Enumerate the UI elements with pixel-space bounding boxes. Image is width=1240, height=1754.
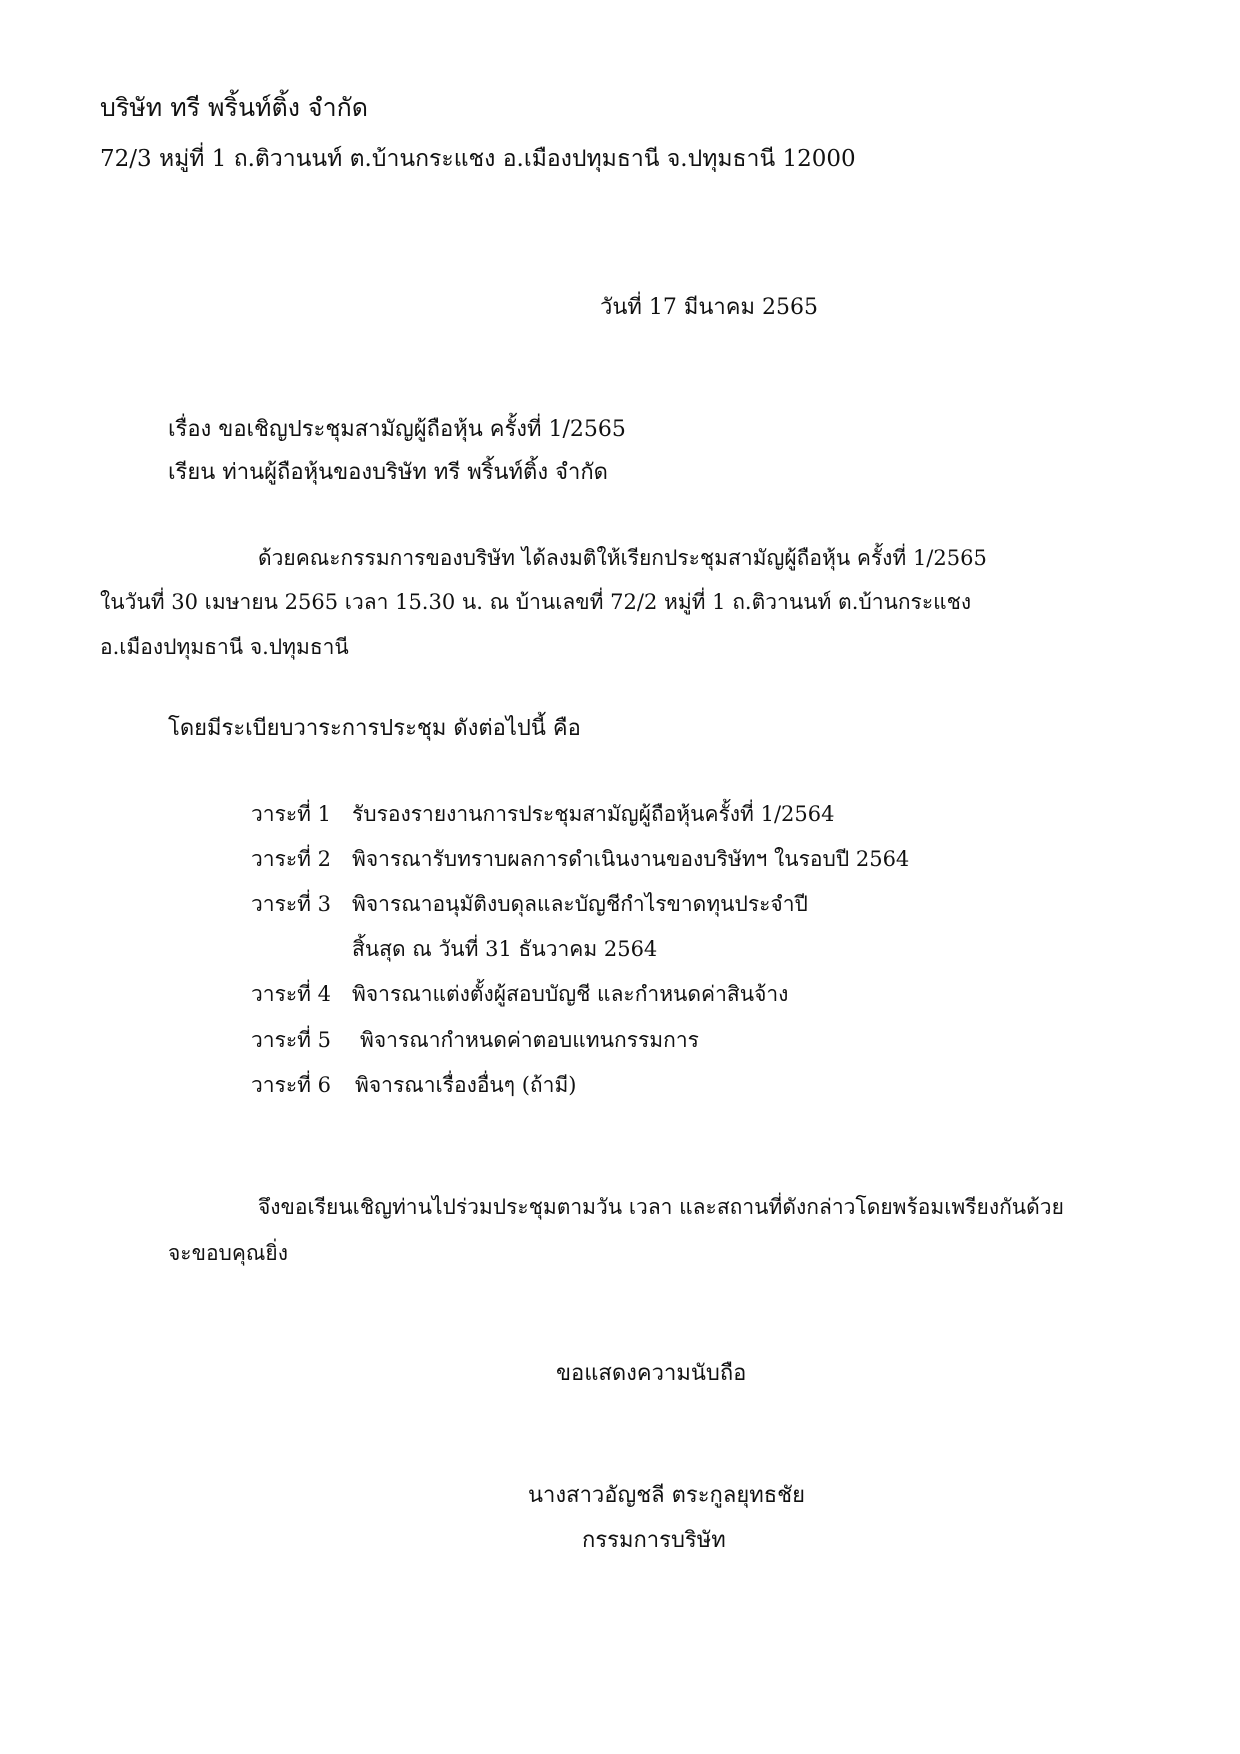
agenda-item (0, 888, 1240, 963)
agenda-item-text: รับรองรายงานการประชุมสามัญผู้ถือหุ้นครั้งที่ 1/2564 (352, 802, 835, 826)
agenda-item-text: พิจารณาอนุมัติงบดุลและบัญชีกำไรขาดทุนประจำปี (352, 892, 808, 916)
company-address: 72/3 หมู่ที่ 1 ถ.ติวานนท์ ต.บ้านกระแชง อ.เมืองปทุมธานี จ.ปทุมธานี 12000 (100, 146, 856, 172)
agenda-item-text-continued: สิ้นสุด ณ วันที่ 31 ธันวาคม 2564 (352, 937, 658, 961)
agenda-item-number: วาระที่ 2 (251, 847, 332, 871)
closing-line-2: จะขอบคุณยิ่ง (168, 1241, 288, 1265)
letter-date: วันที่ 17 มีนาคม 2565 (600, 295, 818, 320)
agenda-item-text: พิจารณาเรื่องอื่นๆ (ถ้ามี) (355, 1073, 577, 1097)
company-name: บริษัท ทรี พริ้นท์ติ้ง จำกัด (100, 93, 368, 122)
agenda-item-number: วาระที่ 1 (251, 802, 332, 826)
agenda-item-text: พิจารณาแต่งตั้งผู้สอบบัญชี และกำหนดค่าสินจ้าง (352, 982, 789, 1006)
body-line-1: ด้วยคณะกรรมการของบริษัท ได้ลงมติให้เรียกประชุมสามัญผู้ถือหุ้น ครั้งที่ 1/2565 (258, 546, 987, 570)
agenda-item-number: วาระที่ 4 (251, 982, 332, 1006)
closing-line-1: จึงขอเรียนเชิญท่านไปร่วมประชุมตามวัน เวลา และสถานที่ดังกล่าวโดยพร้อมเพรียงกันด้วย (258, 1195, 1064, 1219)
regards: ขอแสดงความนับถือ (556, 1361, 747, 1386)
agenda-item (0, 843, 1240, 873)
body-line-2: ในวันที่ 30 เมษายน 2565 เวลา 15.30 น. ณ บ้านเลขที่ 72/2 หมู่ที่ 1 ถ.ติวานนท์ ต.บ้านกระแชง (100, 590, 972, 614)
agenda-item-number: วาระที่ 6 (251, 1073, 332, 1097)
signatory-name: นางสาวอัญชลี ตระกูลยุทธชัย (528, 1483, 805, 1508)
agenda-item (0, 1069, 1240, 1099)
agenda-item-number: วาระที่ 5 (251, 1028, 332, 1052)
agenda-intro: โดยมีระเบียบวาระการประชุม ดังต่อไปนี้ คือ (168, 716, 581, 741)
body-line-3: อ.เมืองปทุมธานี จ.ปทุมธานี (100, 635, 349, 659)
agenda-item-text: พิจารณากำหนดค่าตอบแทนกรรมการ (360, 1028, 699, 1052)
agenda-item-text: พิจารณารับทราบผลการดำเนินงานของบริษัทฯ ในรอบปี 2564 (352, 847, 910, 871)
signatory-title: กรรมการบริษัท (582, 1528, 726, 1553)
letter-recipient: เรียน ท่านผู้ถือหุ้นของบริษัท ทรี พริ้นท์ติ้ง จำกัด (168, 460, 608, 485)
letter-subject: เรื่อง ขอเชิญประชุมสามัญผู้ถือหุ้น ครั้งที่ 1/2565 (168, 417, 626, 442)
agenda-item (0, 798, 1240, 828)
agenda-item-number: วาระที่ 3 (251, 892, 332, 916)
agenda-item (0, 1024, 1240, 1054)
agenda-item (0, 978, 1240, 1008)
